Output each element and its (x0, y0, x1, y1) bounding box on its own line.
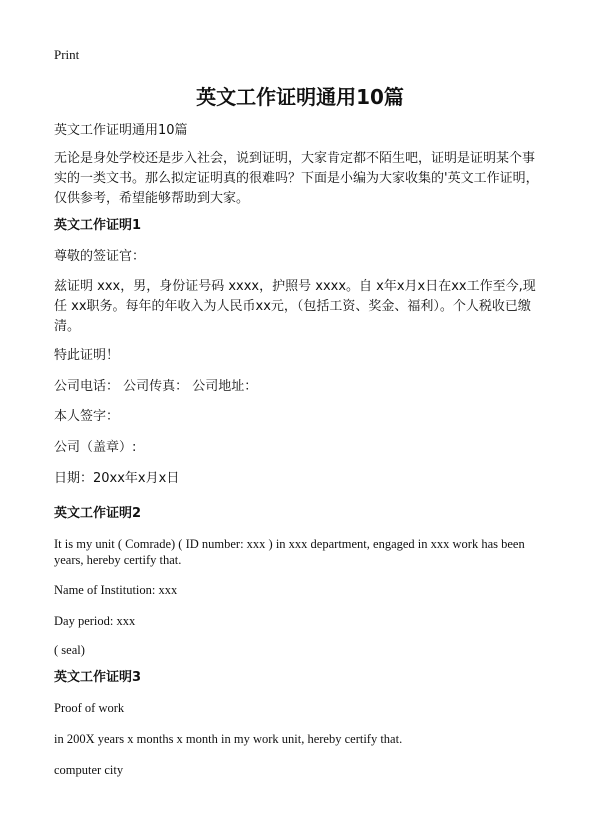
section-heading-1: 英文工作证明1 (54, 218, 142, 233)
print-link[interactable]: Print (54, 47, 80, 62)
company-seal-line: 公司（盖章）: (54, 440, 137, 455)
salutation: 尊敬的签证官： (54, 249, 146, 264)
english-certificate-body: It is my unit ( Comrade) ( ID number: xxx ) in xxx department, engaged in xxx work has been years, hereby certify that. (54, 537, 525, 567)
document-subtitle: 英文工作证明通用10篇 (54, 123, 188, 138)
institution-line: Name of Institution: xxx (54, 583, 178, 597)
section-heading-2: 英文工作证明2 (54, 506, 142, 521)
proof-of-work-line: Proof of work (54, 701, 125, 715)
certificate-body: 兹证明 xxx，男，身份证号码 xxxx，护照号 xxxx。自 x年x月x日在xx工作至今,现任 xx职务。每年的年收入为人民币xx元，（包括工资、奖金、福利）。个人税收已缴清。 (54, 279, 536, 334)
document-title: 英文工作证明通用10篇 (196, 85, 404, 109)
section-heading-3: 英文工作证明3 (54, 670, 142, 685)
work-unit-line: in 200X years x months x month in my work unit, hereby certify that. (54, 732, 403, 746)
seal-line: ( seal) (54, 643, 85, 657)
intro-paragraph: 无论是身处学校还是步入社会，说到证明，大家肯定都不陌生吧，证明是证明某个事实的一类文书。那么拟定证明真的很难吗？下面是小编为大家收集的'英文工作证明，仅供参考，希望能够帮助到大家。 (54, 151, 539, 206)
company-contacts: 公司电话： 公司传真： 公司地址： (54, 379, 258, 394)
computer-city-line: computer city (54, 763, 124, 777)
signature-line: 本人签字： (54, 409, 120, 424)
date-line: 日期：20xx年x月x日 (54, 471, 180, 486)
closing-statement: 特此证明！ (54, 348, 120, 363)
day-period-line: Day period: xxx (54, 614, 136, 628)
